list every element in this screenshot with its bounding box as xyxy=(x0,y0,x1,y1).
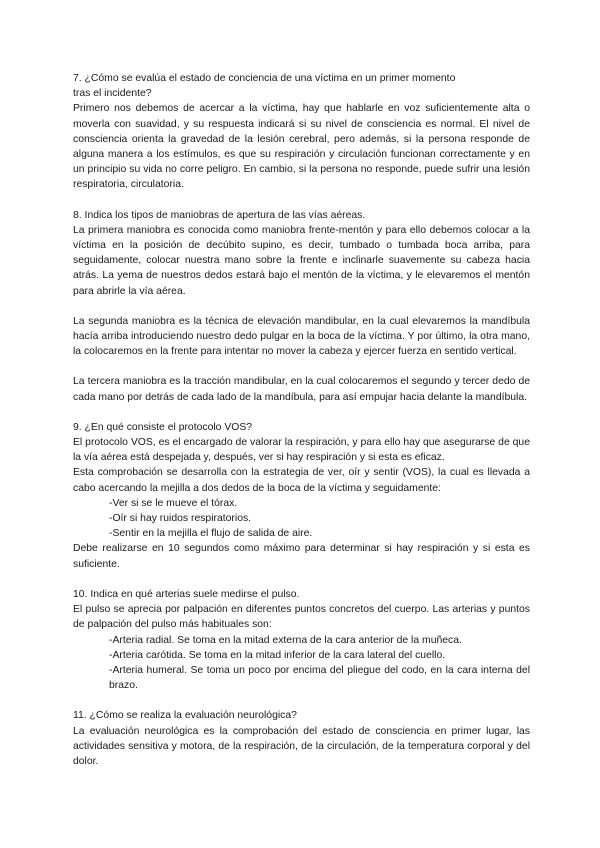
section-question-10 xyxy=(73,587,530,693)
section-question-8 xyxy=(73,208,530,405)
question-8-heading: 8. Indica los tipos de maniobras de apertura de las vías aéreas. xyxy=(73,209,366,221)
answer-9-paragraph-3: Debe realizarse en 10 segundos como máximo para determinar si hay respiración y si esta es suficiente. xyxy=(73,543,530,570)
list-item: -Arteria radial. Se toma en la mitad externa de la cara anterior de la muñeca. xyxy=(109,634,462,646)
list-item: -Ver si se le mueve el tórax. xyxy=(109,497,238,509)
list-item: -Oír si hay ruidos respiratorios. xyxy=(109,513,252,525)
answer-9-paragraph-1: El protocolo VOS, es el encargado de valorar la respiración, y para ello hay que asegurarse de que la vía aérea está despejada y, después, ver si hay respiración y si esta es eficaz. xyxy=(73,437,530,464)
answer-9-paragraph-2: Esta comprobación se desarrolla con la estrategia de ver, oír y sentir (VOS), la cual es llevada a cabo acercando la mejilla a dos dedos de la boca de la víctima y seguidamente: xyxy=(73,467,530,494)
list-item: -Arteria carótida. Se toma en la mitad inferior de la cara lateral del cuello. xyxy=(109,649,446,661)
section-question-11 xyxy=(73,708,530,769)
question-7-line-1: 7. ¿Cómo se evalúa el estado de conciencia de una víctima en un primer momento xyxy=(73,73,456,84)
answer-11-paragraph-1: La evaluación neurológica es la comprobación del estado de consciencia en primer lugar, las actividades sensitiva y motora, de la respiración, de la circulación, de la temperatura corporal y del dolor. xyxy=(73,725,530,767)
question-9-heading: 9. ¿En qué consiste el protocolo VOS? xyxy=(73,421,253,433)
answer-8-paragraph-3: La tercera maniobra es la tracción mandibular, en la cual colocaremos el segundo y tercer dedo de cada mano por detrás de cada lado de la mandíbula, para así empujar hacia delante la mandíbula. xyxy=(73,376,530,403)
question-7-heading xyxy=(73,71,530,101)
question-11-heading: 11. ¿Cómo se realiza la evaluación neurológica? xyxy=(73,710,297,722)
list-item: -Arteria humeral. Se toma un poco por encima del pliegue del codo, en la cara interna del brazo. xyxy=(109,664,530,692)
answer-10-list xyxy=(73,633,530,694)
list-item: -Sentir en la mejilla el flujo de salida de aire. xyxy=(109,528,313,540)
section-question-9 xyxy=(73,420,530,572)
answer-8-paragraph-1: La primera maniobra es conocida como maniobra frente-mentón y para ello debemos colocar a la víctima en la posición de decúbito supino, es decir, tumbado o tumbada boca arriba, para seguidamente, colocar nuestra mano sobre la frente e inclinarle suavemente su cabeza hacia atrás. La yema de nuestros dedos estará bajo el mentón de la víctima, y le elevaremos el mentón para abrirle la vía aérea. xyxy=(73,224,530,297)
answer-8-paragraph-2: La segunda maniobra es la técnica de elevación mandibular, en la cual elevaremos la mandíbula hacía arriba introduciendo nuestro dedo pulgar en la boca de la víctima. Y por último, la otra mano, la colocaremos en la frente para intentar no mover la cabeza y ejercer fuerza en sentido vertical. xyxy=(73,315,530,358)
answer-9-list xyxy=(73,496,530,542)
question-7-line-2: tras el incidente? xyxy=(73,88,152,100)
section-question-7 xyxy=(73,71,530,193)
answer-10-paragraph-1: El pulso se aprecia por palpación en diferentes puntos concretos del cuerpo. Las arterias y puntos de palpación del pulso más habituales son: xyxy=(73,604,530,631)
question-10-heading: 10. Indica en qué arterias suele medirse el pulso. xyxy=(73,588,300,600)
answer-7-paragraph: Primero nos debemos de acercar a la víctima, hay que hablarle en voz suficientemente alta o moverla con suavidad, y su respuesta indicará si su nivel de consciencia es normal. El nivel de consciencia orienta la gravedad de la lesión cerebral, pero además, si la persona responde de alguna manera a los estímulos, es que su respiración y circulación funcionan correctamente y en un principio su vida no corre peligro. En cambio, si la persona no responde, puede sufrir una lesión respiratoria, circulatoria. xyxy=(73,103,530,191)
